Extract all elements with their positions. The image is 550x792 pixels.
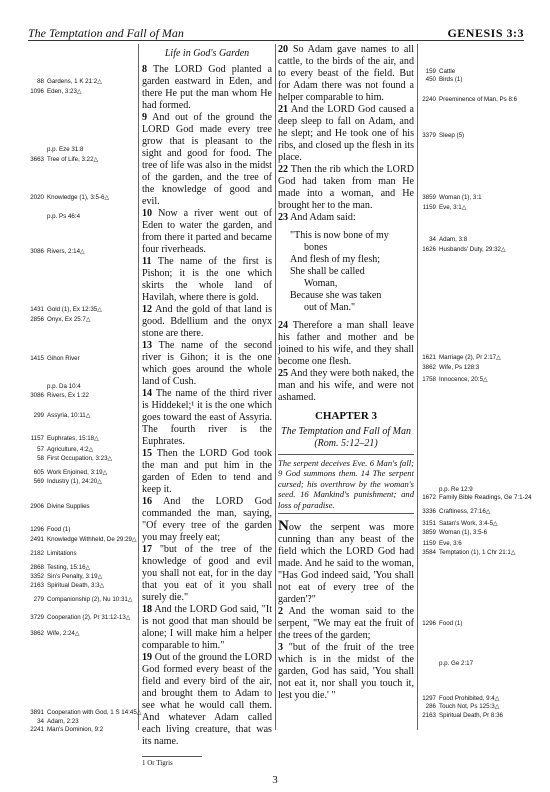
verse-number: 2 xyxy=(278,606,284,618)
reference-topic: Satan's Work, 3:4-5△ xyxy=(439,520,498,527)
margin-reference xyxy=(420,68,455,75)
reference-topic: p.p. Re 12:9 xyxy=(439,486,473,493)
reference-topic: Cooperation (2), Pr 31:12-13△ xyxy=(47,614,131,621)
poem-block xyxy=(290,230,414,314)
reference-topic: Knowledge (1), 3:5-6△ xyxy=(47,194,110,201)
reference-number: 605 xyxy=(33,469,44,476)
verse-text: And the LORD God caused a deep sleep to fall on Adam, and he slept; and He took one of his ribs, and closed up the flesh in its place. xyxy=(278,104,414,163)
verse xyxy=(142,64,272,112)
reference-number: 34 xyxy=(429,236,436,243)
reference-number: 3086 xyxy=(30,392,44,399)
reference-topic: Husbands' Duty, 29:32△ xyxy=(439,246,506,253)
verse-text: Then the LORD God took the man and put him in the garden of Eden to tend and keep it. xyxy=(142,448,272,495)
verse-text: And the LORD God said, "It is not good that man should be alone; I will make him a helper comparable to him." xyxy=(142,604,272,651)
verse-number: 23 xyxy=(278,212,289,223)
reference-number: 1157 xyxy=(30,435,44,442)
verse-text: And out of the ground the LORD God made every tree grow that is pleasant to the sight and good for food. The tree of life was also in the midst of the garden, and the tree of the knowledge of good and evil. xyxy=(142,112,272,207)
margin-reference xyxy=(420,236,467,243)
reference-number: 279 xyxy=(33,596,44,603)
reference-number: 3891 xyxy=(30,709,44,716)
reference-topic: Touch Not, Ps 125:3△ xyxy=(439,703,500,710)
reference-topic: Craftiness, 27:16△ xyxy=(439,508,491,515)
reference-topic: Testing, 15:16△ xyxy=(47,564,91,571)
reference-topic: Euphrates, 15:18△ xyxy=(47,435,99,442)
reference-topic: Cattle xyxy=(439,68,456,75)
margin-reference xyxy=(28,503,90,510)
verse-number: 21 xyxy=(278,104,289,115)
verse-text: The LORD God planted a garden eastward in Eden, and there He put the man whom He had formed. xyxy=(142,64,273,111)
reference-topic: Rivers, Ex 1:22 xyxy=(47,392,89,399)
margin-reference xyxy=(420,494,532,501)
verse xyxy=(142,208,272,256)
margin-reference xyxy=(28,248,85,255)
margin-reference xyxy=(420,364,479,371)
chapter-outline: The serpent deceives Eve. 6 Man's fall; 9 God summons them. 14 The serpent cursed; his overthrow by the woman's seed. 16 Mankind's punishment; and loss of paradise. xyxy=(278,454,414,514)
verse-number: 13 xyxy=(142,340,153,351)
reference-number: 57 xyxy=(37,446,44,453)
margin-reference xyxy=(420,703,499,710)
reference-topic: Birds (1) xyxy=(439,76,463,83)
margin-reference xyxy=(420,520,498,527)
reference-number: 3859 xyxy=(422,194,436,201)
margin-reference xyxy=(420,96,517,103)
reference-topic: Man's Dominion, 9:2 xyxy=(47,726,104,733)
reference-topic: Marriage (2), Pr 2:17△ xyxy=(439,354,501,361)
margin-reference xyxy=(28,550,77,557)
margin-reference xyxy=(420,508,491,515)
margin-reference xyxy=(28,435,99,442)
page-number: 3 xyxy=(272,774,278,786)
verse-text: The name of the third river is Hiddekel;¹ it is the one which goes toward the east of Assyria. The fourth river is the Euphrates. xyxy=(142,388,272,447)
reference-topic: Gold (1), Ex 12:35△ xyxy=(47,306,102,313)
verse-list xyxy=(142,64,272,748)
reference-number: 2163 xyxy=(422,712,436,719)
reference-number: 3336 xyxy=(422,508,436,515)
text-column-2 xyxy=(278,44,414,702)
reference-number: 3151 xyxy=(422,520,436,527)
reference-topic: Wife, Ps 128:3 xyxy=(439,364,480,371)
margin-reference xyxy=(28,146,83,153)
verse xyxy=(142,304,272,340)
reference-topic: Preeminence of Man, Ps 8:6 xyxy=(439,96,518,103)
reference-number: 2163 xyxy=(30,582,44,589)
verse-list xyxy=(278,44,414,224)
reference-number: 3859 xyxy=(422,529,436,536)
verse xyxy=(142,496,272,544)
reference-number: 1758 xyxy=(422,376,436,383)
reference-number: 3862 xyxy=(422,364,436,371)
verse-text: And Adam said: xyxy=(290,212,356,223)
margin-reference xyxy=(28,614,131,621)
verse-text: And they were both naked, the man and his wife, and were not ashamed. xyxy=(278,368,415,403)
reference-number: 1096 xyxy=(30,88,44,95)
margin-reference xyxy=(420,354,501,361)
verse-number: 15 xyxy=(142,448,153,459)
reference-number: 1431 xyxy=(30,306,44,313)
verse xyxy=(142,544,272,604)
margin-reference xyxy=(28,316,91,323)
reference-number: 1621 xyxy=(422,354,436,361)
verse xyxy=(278,320,414,368)
reference-topic: Food Prohibited, 9:4△ xyxy=(439,695,500,702)
reference-topic: Eve, 3:1△ xyxy=(439,204,467,211)
verse xyxy=(142,388,272,448)
margin-reference xyxy=(28,709,142,716)
reference-topic: Spiritual Death, Pr 8:36 xyxy=(439,712,503,719)
reference-topic: Sleep (5) xyxy=(439,132,465,139)
margin-reference xyxy=(420,194,482,201)
reference-topic: Adam, 3:8 xyxy=(439,236,468,243)
reference-topic: Woman (1), 3:1 xyxy=(439,194,482,201)
reference-number: 450 xyxy=(425,76,436,83)
chapter-title: The Temptation and Fall of Man xyxy=(281,426,411,437)
verse-number: 12 xyxy=(142,304,153,315)
verse xyxy=(142,256,272,304)
verse-text: "but of the tree of the knowledge of good and evil you shall not eat, for in the day that you eat of it you shall surely die." xyxy=(142,544,272,603)
verse-list xyxy=(278,320,414,404)
margin-reference xyxy=(28,526,70,533)
poem-line: Woman, xyxy=(304,278,338,289)
verse-number: 20 xyxy=(278,44,289,55)
reference-topic: Spiritual Death, 3:3△ xyxy=(47,582,105,589)
margin-reference xyxy=(420,204,466,211)
poem-line: She shall be called xyxy=(290,266,365,277)
reference-topic: Family Bible Readings, Ge 7:1-24 xyxy=(439,494,532,501)
reference-topic: Industry (1), 24:20△ xyxy=(47,478,102,485)
verse-number: 25 xyxy=(278,368,289,379)
verse-text: "but of the fruit of the tree which is in the midst of the garden, God has said, 'You shall not eat it, nor shall you touch it, lest you die.' " xyxy=(278,642,414,702)
reference-topic: Onyx, Ex 25:7△ xyxy=(47,316,91,323)
reference-number: 1159 xyxy=(422,540,436,547)
reference-number: 3086 xyxy=(30,248,44,255)
verse xyxy=(278,44,414,104)
reference-number: 1415 xyxy=(30,355,44,362)
verse-text: Out of the ground the LORD God formed every beast of the field and every bird of the air, and brought them to Adam to see what he would call them. And whatever Adam called each living creature, that was its name. xyxy=(142,652,272,747)
reference-number: 3379 xyxy=(422,132,436,139)
header-rule xyxy=(28,40,524,41)
reference-topic: Eden, 3:23△ xyxy=(47,88,82,95)
text-column-1 xyxy=(142,44,272,748)
margin-reference xyxy=(28,213,80,220)
verse-number: 17 xyxy=(142,544,153,555)
margin-reference xyxy=(28,446,93,453)
footnote: 1 Or Tigris xyxy=(142,759,173,767)
verse-1 xyxy=(278,520,414,606)
verse-number: 18 xyxy=(142,604,153,615)
verse-number: 8 xyxy=(142,64,148,75)
margin-reference xyxy=(420,620,462,627)
verse-text: The name of the second river is Gihon; it is the one which goes around the whole land of Cush. xyxy=(142,340,272,387)
margin-reference xyxy=(420,376,488,383)
reference-topic: Temptation (1), 1 Chr 21:1△ xyxy=(439,549,516,556)
reference-topic: First Occupation, 3:23△ xyxy=(47,455,113,462)
reference-number: 569 xyxy=(33,478,44,485)
margin-reference xyxy=(420,486,473,493)
running-title: The Temptation and Fall of Man xyxy=(28,26,184,40)
reference-topic: Knowledge Withheld, De 29:29△ xyxy=(47,536,137,543)
verse-number: 11 xyxy=(142,256,152,267)
verse-text: And the woman said to the serpent, "We may eat the fruit of the trees of the garden; xyxy=(278,606,414,642)
verse-number: 24 xyxy=(278,320,289,331)
verse-number: 10 xyxy=(142,208,153,219)
margin-reference xyxy=(420,549,516,556)
book-reference: GENESIS 3:3 xyxy=(447,26,524,40)
reference-number: 58 xyxy=(37,455,44,462)
verse xyxy=(142,340,272,388)
reference-number: 1672 xyxy=(422,494,436,501)
margin-reference xyxy=(420,712,503,719)
margin-reference xyxy=(420,246,506,253)
margin-reference xyxy=(28,455,112,462)
reference-number: 3729 xyxy=(30,614,44,621)
reference-number: 1159 xyxy=(422,204,436,211)
column-divider-left xyxy=(138,44,139,730)
verse xyxy=(142,448,272,496)
verse-number: 3 xyxy=(278,642,284,654)
reference-number: 2868 xyxy=(30,564,44,571)
reference-number: 1296 xyxy=(30,526,44,533)
margin-reference xyxy=(420,540,462,547)
reference-topic: Gihon River xyxy=(47,355,80,362)
chapter-heading: CHAPTER 3 xyxy=(314,410,378,422)
reference-topic: Companionship (2), Nu 10:31△ xyxy=(47,596,133,603)
verse xyxy=(142,112,272,208)
verse xyxy=(278,104,414,164)
verse-number: 19 xyxy=(142,652,153,663)
reference-topic: Tree of Life, 3:22△ xyxy=(47,156,99,163)
reference-topic: Food (1) xyxy=(47,526,71,533)
reference-topic: Rivers, 2:14△ xyxy=(47,248,85,255)
reference-topic: p.p. Eze 31:8 xyxy=(47,146,84,153)
verse-text: Then the rib which the LORD God had taken from man He made into a woman, and He brought her to the man. xyxy=(278,164,414,211)
reference-number: 2240 xyxy=(422,96,436,103)
reference-number: 2241 xyxy=(30,726,44,733)
margin-reference xyxy=(28,156,98,163)
verse-number: 9 xyxy=(142,112,148,123)
verse-text: ow the serpent was more cunning than any beast of the field which the LORD God had made. And he said to the woman, "Has God indeed said, 'You shall not eat of every tree of the garden'?" xyxy=(278,522,414,606)
reference-number: 2491 xyxy=(30,536,44,543)
reference-topic: Eve, 3:6 xyxy=(439,540,462,547)
reference-topic: Work Enjoined, 3:19△ xyxy=(47,469,108,476)
verse xyxy=(278,606,414,642)
reference-topic: Gardens, 1 K 21:2△ xyxy=(47,78,102,85)
reference-topic: Cooperation with God, 1 S 14:45△ xyxy=(47,709,142,716)
reference-topic: p.p. Da 10:4 xyxy=(47,383,81,390)
reference-number: 3663 xyxy=(30,156,44,163)
reference-number: 286 xyxy=(425,703,436,710)
verse-text: Now a river went out of Eden to water the garden, and from there it parted and became four riverheads. xyxy=(142,208,272,255)
margin-reference xyxy=(28,412,91,419)
reference-topic: Divine Supplies xyxy=(47,503,90,510)
margin-reference xyxy=(28,630,80,637)
margin-reference xyxy=(28,573,102,580)
margin-reference xyxy=(420,529,487,536)
margin-reference xyxy=(28,383,81,390)
reference-topic: Wife, 2:24△ xyxy=(47,630,80,637)
verse xyxy=(278,642,414,702)
reference-topic: Limitations xyxy=(47,550,77,557)
verse xyxy=(142,652,272,748)
margin-reference xyxy=(420,132,464,139)
reference-number: 3862 xyxy=(30,630,44,637)
reference-topic: Food (1) xyxy=(439,620,463,627)
reference-topic: Innocence, 20:5△ xyxy=(439,376,488,383)
section-heading: Life in God's Garden xyxy=(164,48,250,59)
reference-topic: Agriculture, 4:2△ xyxy=(47,446,94,453)
margin-reference xyxy=(28,469,107,476)
verse xyxy=(278,164,414,212)
margin-reference xyxy=(28,726,103,733)
poem-line: out of Man." xyxy=(304,302,356,313)
drop-cap: N xyxy=(278,518,289,535)
reference-number: 2856 xyxy=(30,316,44,323)
poem-line: bones xyxy=(304,242,328,253)
reference-topic: p.p. Ge 2:17 xyxy=(439,660,474,667)
reference-number: 1626 xyxy=(422,246,436,253)
margin-reference xyxy=(28,478,102,485)
reference-number: 3352 xyxy=(30,573,44,580)
margin-reference xyxy=(28,582,104,589)
reference-number: 1297 xyxy=(422,695,436,702)
reference-number: 299 xyxy=(33,412,44,419)
margin-reference xyxy=(28,78,102,85)
reference-topic: Woman (1), 3:5-6 xyxy=(439,529,488,536)
chapter-cross-reference: (Rom. 5:12–21) xyxy=(314,438,378,449)
verse-text: So Adam gave names to all cattle, to the birds of the air, and to every beast of the field. But for Adam there was not found a helper comparable to him. xyxy=(278,44,414,103)
reference-number: 88 xyxy=(37,78,44,85)
poem-line: Because she was taken xyxy=(290,290,382,301)
footnote-rule xyxy=(142,756,202,757)
reference-number: 34 xyxy=(37,718,44,725)
margin-reference xyxy=(28,596,133,603)
reference-number: 1296 xyxy=(422,620,436,627)
reference-topic: Sin's Penalty, 3:19△ xyxy=(47,573,103,580)
verse-list xyxy=(278,606,414,702)
margin-reference xyxy=(28,194,109,201)
verse xyxy=(278,212,414,224)
reference-number: 2020 xyxy=(30,194,44,201)
reference-number: 2182 xyxy=(30,550,44,557)
reference-number: 159 xyxy=(425,68,436,75)
margin-reference xyxy=(28,718,79,725)
verse-text: And the gold of that land is good. Bdellium and the onyx stone are there. xyxy=(142,304,272,339)
margin-reference xyxy=(420,76,462,83)
margin-reference xyxy=(28,88,82,95)
margin-reference xyxy=(420,660,473,667)
verse-number: 22 xyxy=(278,164,289,175)
verse-number: 14 xyxy=(142,388,153,399)
reference-topic: p.p. Ps 46:4 xyxy=(47,213,81,220)
margin-reference xyxy=(28,306,102,313)
reference-number: 3584 xyxy=(422,549,436,556)
margin-reference xyxy=(420,695,499,702)
margin-reference xyxy=(28,536,137,543)
reference-topic: Assyria, 10:11△ xyxy=(47,412,91,419)
verse-number: 16 xyxy=(142,496,153,507)
margin-reference xyxy=(28,564,90,571)
verse-text: The name of the first is Pishon; it is the one which skirts the whole land of Havilah, where there is gold. xyxy=(142,256,272,303)
column-divider-middle xyxy=(275,44,276,730)
verse xyxy=(142,604,272,652)
reference-topic: Adam, 2:23 xyxy=(47,718,79,725)
poem-line: "This is now bone of my xyxy=(290,230,389,241)
margin-reference xyxy=(28,392,89,399)
reference-number: 2906 xyxy=(30,503,44,510)
poem-line: And flesh of my flesh; xyxy=(290,254,380,265)
column-divider-right xyxy=(417,44,418,730)
verse xyxy=(278,368,414,404)
verse-text: And the LORD God commanded the man, saying, "Of every tree of the garden you may freely eat; xyxy=(142,496,272,543)
verse-text: Therefore a man shall leave his father and mother and be joined to his wife, and they shall become one flesh. xyxy=(278,320,415,367)
margin-reference xyxy=(28,355,80,362)
